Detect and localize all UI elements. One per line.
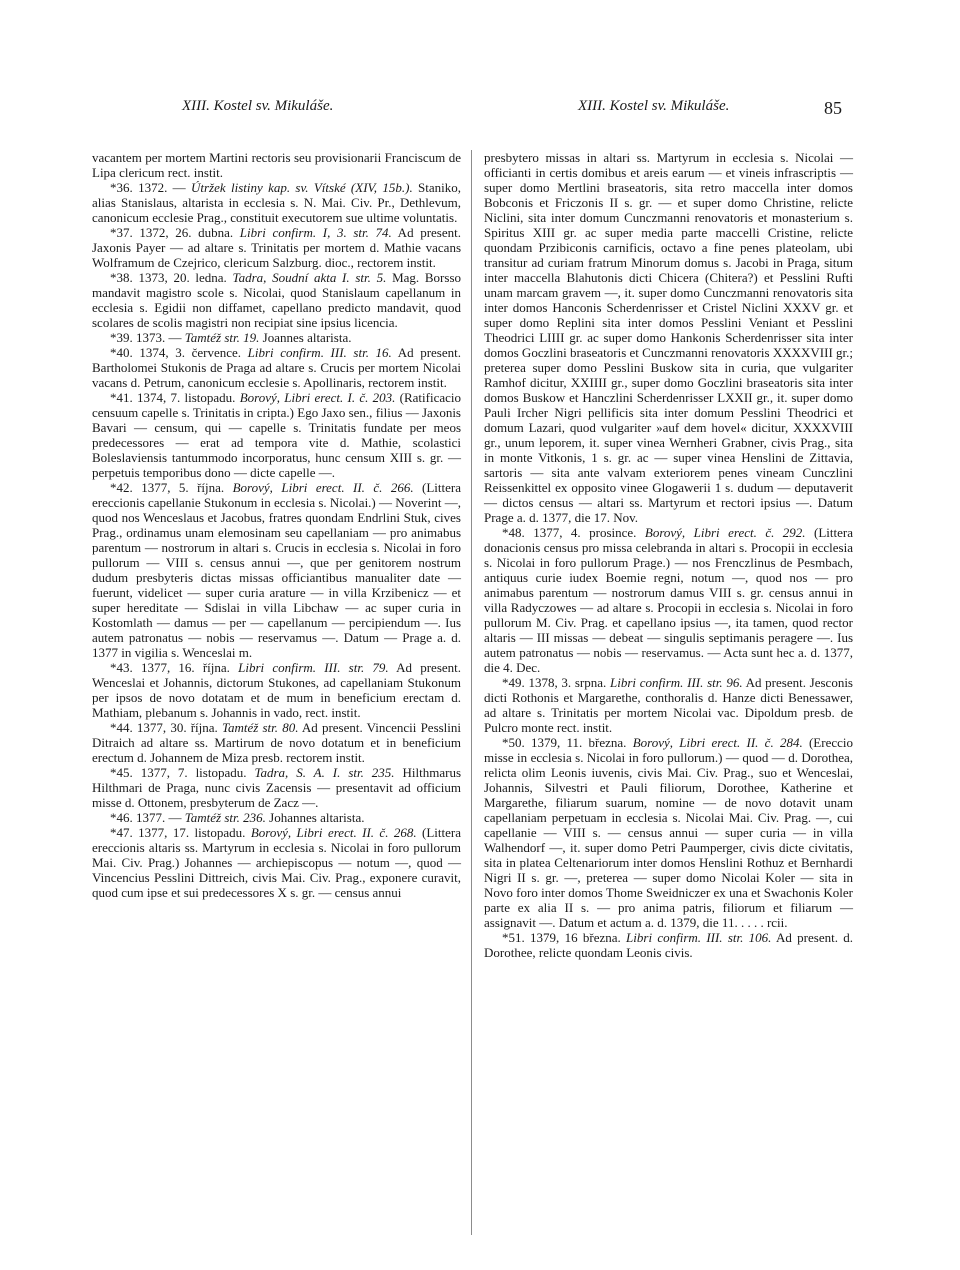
entry-body: Ad present. d. Dorothee, relicte quondam Leonis civis. [484, 930, 854, 960]
source-reference: Útržek listiny kap. sv. Vítské (XIV, 15b.). [190, 180, 413, 195]
entry-body: (Ratificacio censuum capelle s. Trinitatis in cripta.) Ego Jaxo sen., filius — Jaxonis Bavari — censum, qui — capelle s. Trinitatis fundate per meos predecessores — erat ad tempora vite d. Mathie, scolastici Boleslaviensis tantummodo incorporatus, hunc censum XIII s. gr. — perpetuis temporibus dono — dicte capelle —. [92, 390, 462, 480]
entry-body: (Ereccio misse in ecclesia s. Nicolai in foro pullorum.) — quod — d. Dorothea, relicta olim Leonis iuvenis, civis Mai. Civ. Prag., suo et Wenceslai, Johannis, Silvestri et Pauli filiorum, Dorothee, Katherine et Margarethe, filiarum suarum, nomine — de novo dotavit unam capellaniam perpetuam in ecclesia s. Nicolai Mai. Civ. Prag. —, cui capellanie — VIII s. — census annui — super curia — in villa Walhendorf —, it. super domo Petri Paumperger, civis dicte civitatis, sita in platea Celtenariorum inter domos Henslini Rothuz et Bernhardi Nigri II s. gr. —, preterea — super domo Nicolai Koler — sita in Novo foro inter domos Thome Sweidniczer ex una et Swachonis Koler parte ex alia II s. — pro anima patris, filiorum et filiarum — assignavit —. Datum et actum a. d. 1379, die 11. . . . . rcii. [484, 735, 853, 930]
entry-body: Hilthmarus Hilthmari de Praga, nunc civis Zacensis — presentavit ad officium misse d. Ottonem, presbyterum de Zacz —. [92, 765, 461, 810]
page-number: 85 [824, 98, 842, 118]
document-entry [92, 765, 461, 810]
running-title-right: XIII. Kostel sv. Mikuláše. [578, 98, 730, 114]
entry-text: *49. 1378, 3. srpna. [502, 675, 610, 690]
entry-continuation [92, 150, 461, 180]
entry-text: *51. 1379, 16 března. [502, 930, 627, 945]
source-reference: Borový, Libri erect. II. č. 268. [250, 825, 417, 840]
entry-text: *37. 1372, 26. dubna. [110, 225, 240, 240]
source-reference: Borový, Libri erect. II. č. 266. [232, 480, 414, 495]
entry-text: *38. 1373, 20. ledna. [110, 270, 233, 285]
document-entry [484, 930, 853, 960]
document-entry [92, 225, 461, 270]
column-divider [471, 150, 472, 1235]
source-reference: Libri confirm. III. str. 96. [610, 675, 743, 690]
entry-text: *40. 1374, 3. července. [110, 345, 248, 360]
entry-body: (Littera ereccionis altaris ss. Martyrum in ecclesia s. Nicolai in foro pullorum Mai. Civ. Prag.) Johannes — archiepiscopus — notum —, quod — Vincencius Pesslini Dittreich, civis Mai. Civ. Prag., exponere curavit, quod cum ipse et sui predecessores X s. gr. — census annui [92, 825, 461, 900]
running-title-left: XIII. Kostel sv. Mikuláše. [182, 98, 334, 114]
entry-text: *39. 1373. — [110, 330, 185, 345]
entry-body: Ad present. Vincencii Pesslini Ditraich ad altare ss. Martirum de novo dotatum et in beneficium erectum d. Johannem de Miza presb. rectorem instit. [92, 720, 462, 765]
source-reference: Borový, Libri erect. č. 292. [644, 525, 806, 540]
source-reference: Tamtéž str. 236. [184, 810, 266, 825]
running-header [0, 98, 960, 122]
document-entry [484, 735, 853, 930]
entry-body: Mag. Borsso mandavit magistro scole s. Nicolai, quod Stanislaum capellanum in ecclesia s. Egidii non diffamet, capellano predicto mandavit, quod scolares de scolis magistri non recipiat sine ipsius licencia. [92, 270, 461, 330]
document-entry [484, 525, 853, 675]
left-column [92, 150, 461, 900]
entry-body: Johannes altarista. [265, 810, 365, 825]
document-entry [484, 675, 853, 735]
document-entry [92, 825, 461, 900]
document-entry [92, 810, 461, 825]
source-reference: Tadra, Soudní akta I. str. 5. [232, 270, 387, 285]
entry-text: *41. 1374, 7. listopadu. [110, 390, 240, 405]
entry-text: vacantem per mortem Martini rectoris seu provisionarii Franciscum de Lipa clericum rect. instit. [92, 150, 461, 180]
entry-text: *47. 1377, 17. listopadu. [110, 825, 251, 840]
source-reference: Tadra, S. A. I. str. 235. [254, 765, 395, 780]
source-reference: Borový, Libri erect. I. č. 203. [239, 390, 396, 405]
document-entry [92, 345, 461, 390]
entry-continuation [484, 150, 853, 525]
entry-text: *46. 1377. — [110, 810, 185, 825]
source-reference: Borový, Libri erect. II. č. 284. [632, 735, 803, 750]
right-column [484, 150, 853, 960]
entry-body: Ad present. Bartholomei Stukonis de Praga ad altare s. Crucis per mortem Nicolai vacans d. Petrum, canonicum ecclesie s. Apollinaris, rectorem instit. [92, 345, 461, 390]
entry-body: (Littera ereccionis capellanie Stukonum in ecclesia s. Nicolai.) — Noverint —, quod nos Wenceslaus et Jacobus, fratres quondam Endrlini Stuk, cives Prag., ordinamus unam elemosinam seu capellaniam — pro animabus parentum — nostrorum in altari s. Crucis in ecclesia s. Nicolai in foro pullorum — VIII s. census annui —, que per genitorem nostrum dudum presbyteris dictas missas officiantibus manualiter date — fuerunt, videlicet — super curia araturе — in villa Krzibenicz — et super hereditate — Sdislai in villa Libchaw — ac super curia in Kostomlath — damus — per — capellanum — percipiendum —. Ius autem patronatus — nobis — reservamus —. Datum — Prage a. d. 1377 in vigilia s. Wenceslai m. [92, 480, 461, 660]
document-entry [92, 270, 461, 330]
document-entry [92, 720, 461, 765]
entry-text: presbytero missas in altari ss. Martyrum in ecclesia s. Nicolai — officianti in certis domibus et areis earum — et vineis infrascriptis — super domo Mertlini braseatoris, sita retro maccella inter domos Bobconis et Friczonis II s. gr. — et super domo Christine, relicte Niclini, sita inter domum Cunczmanni renovatoris et monasterium s. Spiritus XIII gr. ac super media parte maccelli Cristine, relicte quondam Przibiconis carnificis, octavo a fine penes plateolam, ubi transitur ad curiam fratrum Minorum domus s. Jacobi in Praga, situm inter maccella Blahutonis dicti Chicera (Chitera?) et Pesslini Rufti unam marcam gravem —, it. super domo Cunczmanni renovatoris sita inter domos Hanconis Scherdenrisser et Cristel Niclini XXXV gr. et super domo Replini sita inter domos Pesslini Veniant et Pesslini Theodrici LIIII gr. ac super domo Hankonis Scherdenrisser sita inter domos Goczlini braseatoris et Cunczmanni renovatoris XXXXVIII gr.; preterea super domo Pesslini Buskow sita in curia, que vulgariter Ramhof dicitur, XXIIII gr., super domo Goczlini braseatoris sita inter domos Buskow et Hanczlini Scherdenrisser LXXII gr., it. super domo Pauli Ircher Nigri pellificis sita inter domum Pesslini Theodrici et domum Lazari, quod vulgariter »auf dem hovel« dicitur, XXXXVIII gr., unum leporem, it. super vinea Wernheri Grabner, civis Prag., sita in monte Vitkonis, 1 s. gr. ac — super vinea Henslini de Zittavia, sartoris — sita ante valvam exteriorem penes vineam Cunczlini Reissenkittel ex opposito vinee Glogawerii 1 s. dudum — deputaverit — dictos census — altari ss. Martyrum et rectori ipsius —. Datum Prage a. d. 1377, die 17. Nov. [484, 150, 853, 525]
document-entry [92, 330, 461, 345]
entry-body: Ad present. Wenceslai et Johannis, dictorum Stukones, ad capellaniam Stukonum per ipsos de novo dotatam et de mum in beneficium erectam d. Mathiam, plebanum s. Johannis in vado, rect. instit. [92, 660, 462, 720]
entry-body: Joannes altarista. [259, 330, 352, 345]
document-entry [92, 480, 461, 660]
entry-body: Ad present. Jesconis dicti Rothonis et Margarethe, conthoralis d. Hanze dicti Benessawer, ad altare s. Trinitatis per mortem Nicolai vac. Dipoldum presb. de Pulcro monte rect. instit. [484, 675, 853, 735]
entry-text: *50. 1379, 11. března. [502, 735, 633, 750]
document-entry [92, 390, 461, 480]
entry-body: (Littera donacionis census pro missa celebranda in altari s. Procopii in ecclesia s. Nicolai in foro pullorum Prage.) — nos Frenczlinus de Pesmbach, antiquus curie iudex Boemie regni, notum —, quod nos — pro animabus parentum — nostrorum damus VIII s. gr. census annui in villa Radyczowes — ad altare s. Procopii in ecclesia s. Nicolai in foro pullorum M. Civ. Prag. et capellano ipsius —, ita tamen, quod rector altaris — III missas — debeat — singulis septimanis peragere —. Ius autem patronatus — nobis — reservamus. — Acta sunt hec a. d. 1377, die 4. Dec. [484, 525, 853, 675]
entry-text: *42. 1377, 5. října. [110, 480, 233, 495]
entry-text: *36. 1372. — [110, 180, 191, 195]
entry-text: *45. 1377, 7. listopadu. [110, 765, 255, 780]
document-entry [92, 660, 461, 720]
entry-text: *44. 1377, 30. října. [110, 720, 222, 735]
source-reference: Libri confirm. I, 3. str. 74. [239, 225, 392, 240]
entry-body: Ad present. Jaxonis Payer — ad altare s. Trinitatis per mortem d. Mathie vacans Wolframum de Czejrico, clericum Salzburg. dioc., rectorem instit. [92, 225, 461, 270]
document-entry [92, 180, 461, 225]
source-reference: Libri confirm. III. str. 79. [238, 660, 389, 675]
entry-text: *48. 1377, 4. prosince. [502, 525, 645, 540]
source-reference: Tamtéž str. 80. [221, 720, 299, 735]
entry-body: Staniko, alias Stanislaus, altarista in ecclesia s. N. Mai. Civ. Pr., Dethlevum, canonicum ecclesie Prag., constituit executorem sue ultime voluntatis. [92, 180, 462, 225]
source-reference: Tamtéž str. 19. [184, 330, 260, 345]
entry-text: *43. 1377, 16. října. [110, 660, 239, 675]
source-reference: Libri confirm. III. str. 16. [247, 345, 392, 360]
source-reference: Libri confirm. III. str. 106. [626, 930, 772, 945]
